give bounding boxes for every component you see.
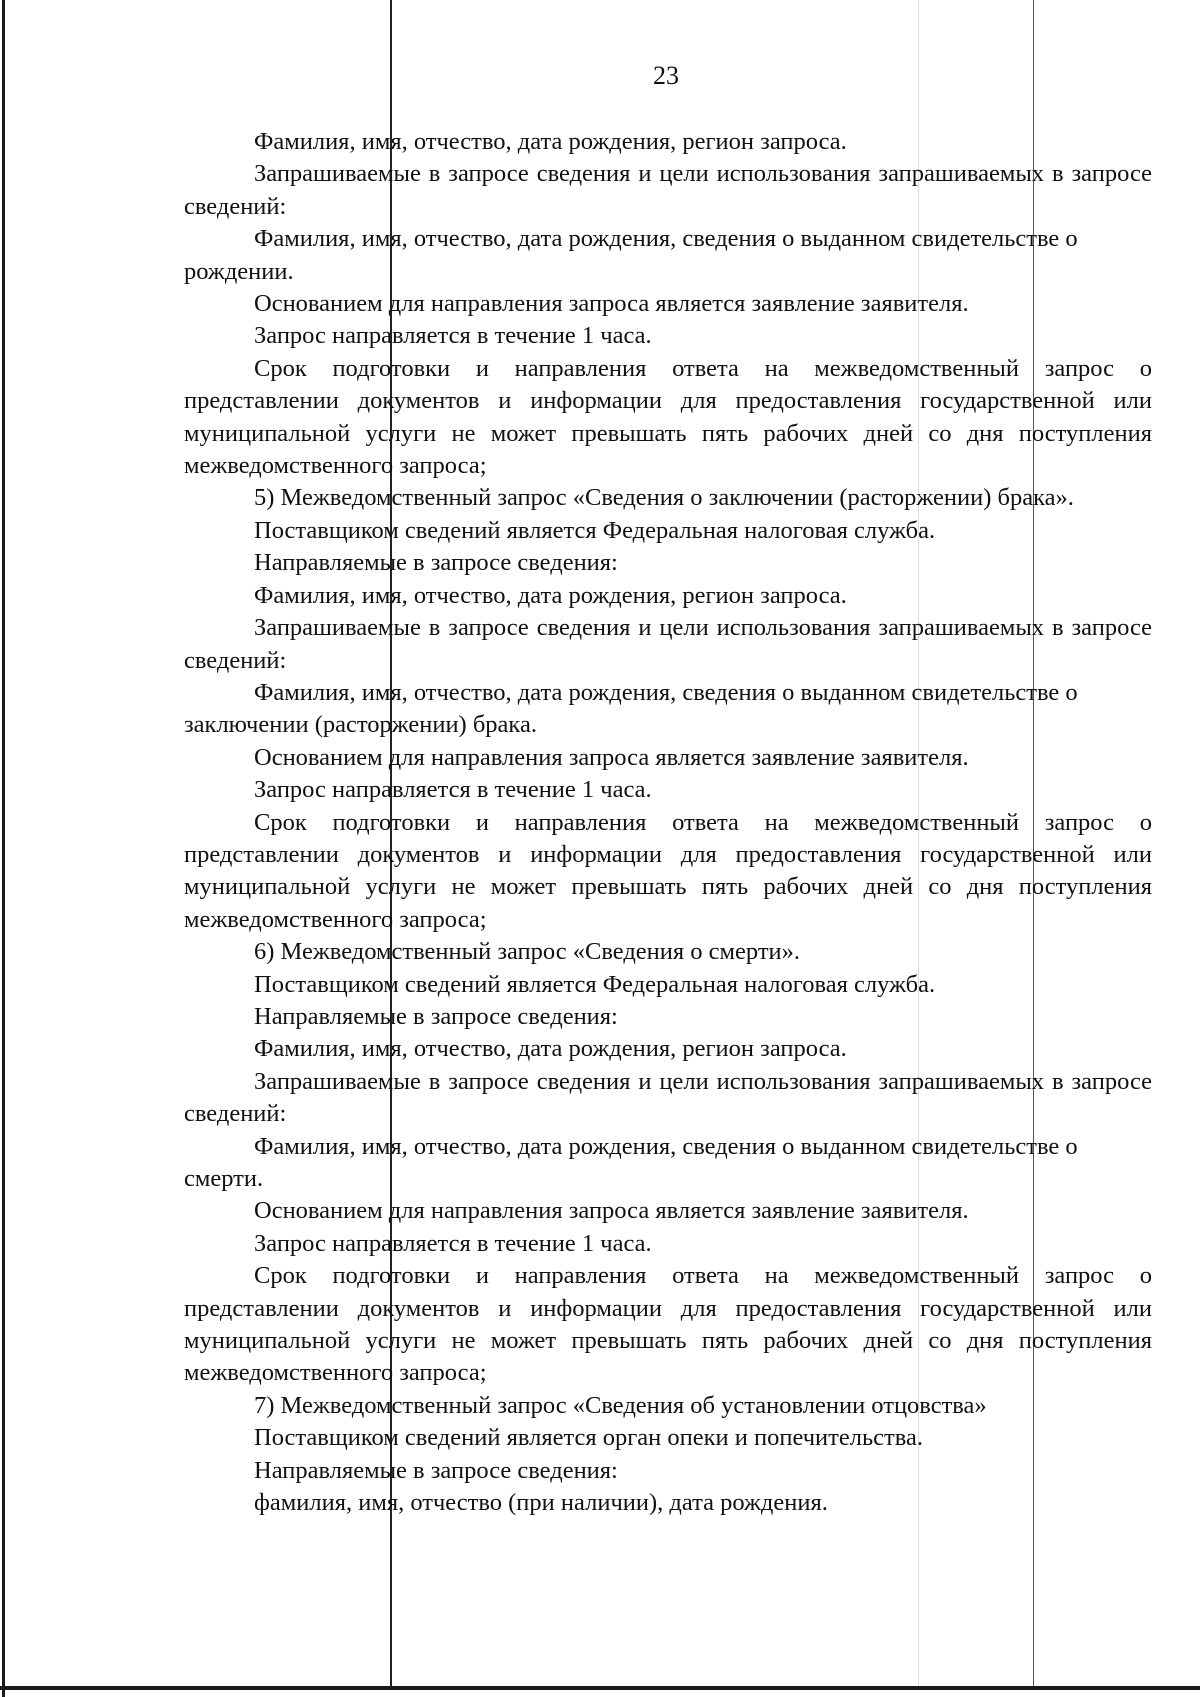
paragraph: Направляемые в запросе сведения: <box>254 549 618 577</box>
paragraph: Запрашиваемые в запросе сведения и цели использования запрашиваемых в запросе сведений: <box>184 160 1152 220</box>
paragraph: Основанием для направления запроса является заявление заявителя. <box>254 290 969 318</box>
paragraph: Срок подготовки и направления ответа на межведомственный запрос о представлении документов и информации для предоставления государственной или муниципальной услуги не может превышать пять рабочих дней со дня поступления межведомственного запроса; <box>184 354 1152 480</box>
paragraph: Основанием для направления запроса является заявление заявителя. <box>254 1197 969 1225</box>
paragraph: Основанием для направления запроса является заявление заявителя. <box>254 743 969 771</box>
paragraph: Фамилия, имя, отчество, дата рождения, регион запроса. <box>254 1035 847 1063</box>
scan-border-bottom <box>0 1686 1200 1690</box>
section-heading: 5) Межведомственный запрос «Сведения о заключении (расторжении) брака». <box>254 484 1074 512</box>
section-heading: 7) Межведомственный запрос «Сведения об установлении отцовства» <box>254 1391 987 1419</box>
paragraph: Фамилия, имя, отчество, дата рождения, сведения о выданном свидетельстве о заключении (расторжении) брака. <box>184 678 1078 739</box>
document-body <box>184 126 1152 1519</box>
paragraph: Фамилия, имя, отчество, дата рождения, регион запроса. <box>254 581 847 609</box>
paragraph: Фамилия, имя, отчество, дата рождения, сведения о выданном свидетельстве о смерти. <box>184 1132 1078 1192</box>
paragraph: Запрос направляется в течение 1 часа. <box>254 322 652 350</box>
section-heading: 6) Межведомственный запрос «Сведения о смерти». <box>254 938 801 966</box>
paragraph: Срок подготовки и направления ответа на межведомственный запрос о представлении документов и информации для предоставления государственной или муниципальной услуги не может превышать пять рабочих дней со дня поступления межведомственного запроса; <box>184 1262 1152 1387</box>
paragraph: Фамилия, имя, отчество, дата рождения, сведения о выданном свидетельстве о рождении. <box>184 225 1078 285</box>
paragraph: Запрос направляется в течение 1 часа. <box>254 776 652 804</box>
paragraph: Поставщиком сведений является Федеральная налоговая служба. <box>254 970 936 998</box>
page-number: 23 <box>653 61 679 90</box>
paragraph: Срок подготовки и направления ответа на межведомственный запрос о представлении документов и информации для предоставления государственной или муниципальной услуги не может превышать пять рабочих дней со дня поступления межведомственного запроса; <box>184 808 1152 933</box>
paragraph: Поставщиком сведений является орган опеки и попечительства. <box>254 1424 923 1452</box>
paragraph: Запрос направляется в течение 1 часа. <box>254 1229 652 1257</box>
paragraph: Направляемые в запросе сведения: <box>254 1456 618 1484</box>
paragraph: Направляемые в запросе сведения: <box>254 1002 618 1030</box>
paragraph: Запрашиваемые в запросе сведения и цели использования запрашиваемых в запросе сведений: <box>184 614 1152 674</box>
paragraph: Поставщиком сведений является Федеральная налоговая служба. <box>254 516 936 544</box>
paragraph: Фамилия, имя, отчество, дата рождения, регион запроса. <box>254 128 847 155</box>
paragraph: фамилия, имя, отчество (при наличии), дата рождения. <box>254 1489 828 1517</box>
paragraph: Запрашиваемые в запросе сведения и цели использования запрашиваемых в запросе сведений: <box>184 1067 1152 1128</box>
scan-border-left <box>2 0 5 1697</box>
